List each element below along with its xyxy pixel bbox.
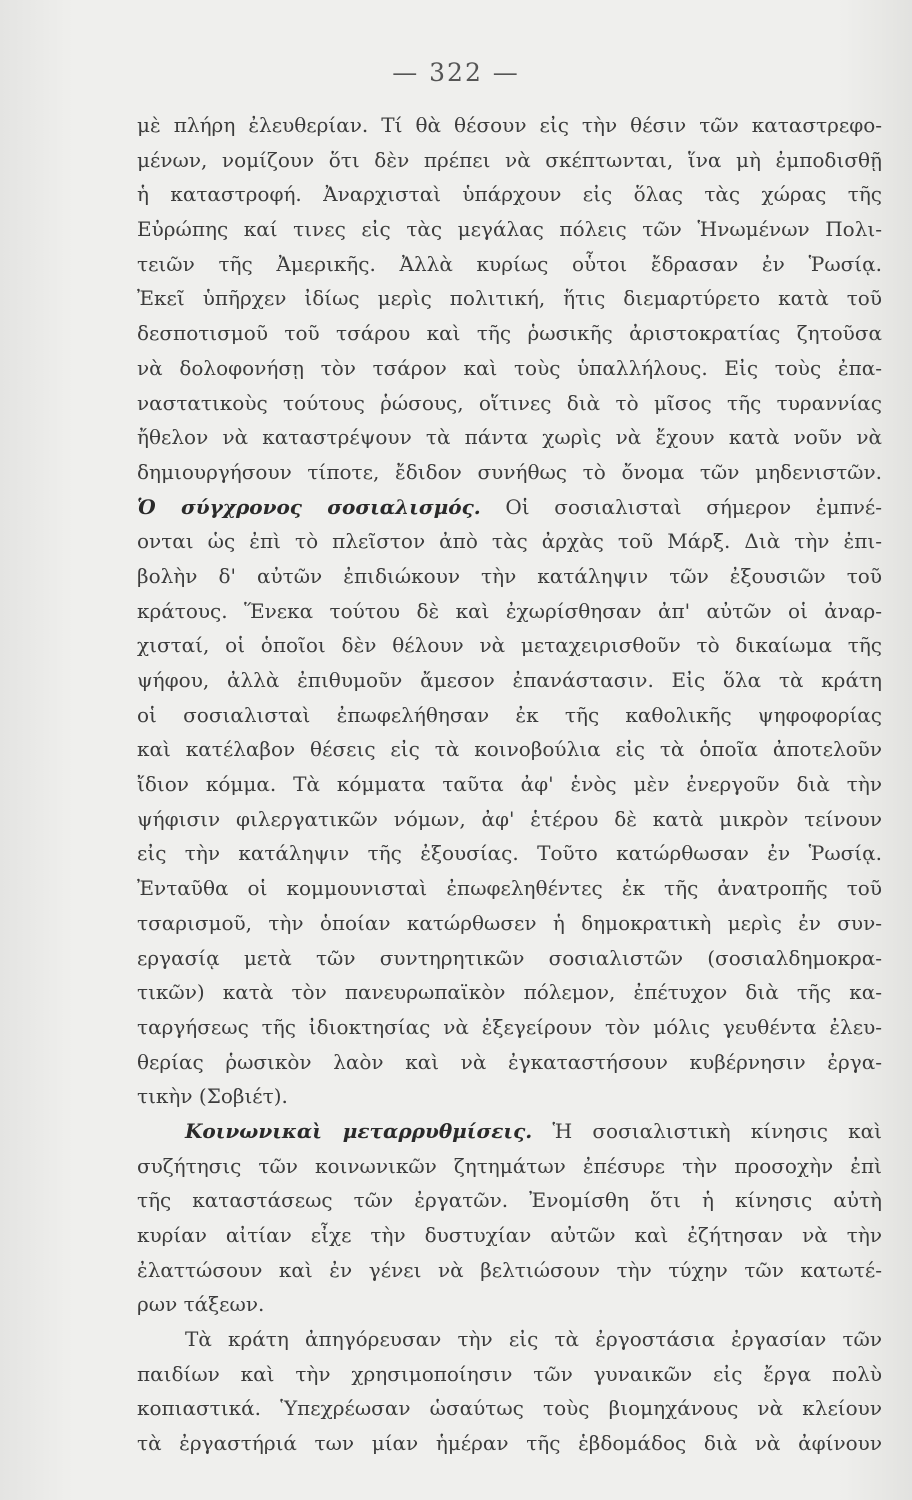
text-line — [137, 767, 882, 802]
line-text: ψήφου, ἀλλὰ ἐπιθυμοῦν ἄμεσον ἐπανάστασιν. Εἰς ὅλα τὰ κράτη — [137, 668, 882, 692]
line-text: ονται ὡς ἐπὶ τὸ πλεῖστον ἀπὸ τὰς ἀρχὰς τοῦ Μάρξ. Διὰ τὴν ἐπι- — [137, 529, 882, 554]
line-text: οἱ σοσιαλισταὶ ἐπωφελήθησαν ἐκ τῆς καθολικῆς ψηφοφορίας — [137, 702, 882, 727]
text-line — [137, 386, 882, 421]
text-line — [137, 941, 882, 976]
line-text: τειῶν τῆς Ἀμερικῆς. Ἀλλὰ κυρίως οὗτοι ἔδρασαν ἐν Ῥωσίᾳ. — [137, 251, 882, 276]
text-line — [137, 732, 882, 767]
text-line — [137, 1149, 882, 1184]
section-heading: Ὁ σύγχρονος σοσιαλισμός. — [137, 494, 481, 519]
text-line — [137, 1045, 882, 1080]
text-line — [137, 698, 882, 733]
text-line — [137, 420, 882, 455]
line-text: ἡ καταστροφή. Ἀναρχισταὶ ὑπάρχουν εἰς ὅλας τὰς χώρας τῆς — [137, 182, 882, 207]
text-line — [137, 802, 882, 837]
line-text: τὰ ἐργαστήριά των μίαν ἡμέραν τῆς ἑβδομάδος διὰ νὰ ἀφίνουν — [137, 1431, 882, 1456]
text-line — [137, 663, 882, 698]
text-line — [137, 455, 882, 490]
text-line — [137, 559, 882, 594]
text-line — [137, 177, 882, 212]
line-text: ρων τάξεων. — [137, 1292, 265, 1317]
text-line — [137, 108, 882, 143]
text-line — [137, 1391, 882, 1426]
page-number: — 322 — — [392, 58, 520, 87]
line-text: κράτους. Ἕνεκα τούτου δὲ καὶ ἐχωρίσθησαν ἀπ' αὐτῶν οἱ ἀναρ- — [137, 598, 882, 623]
text-line — [137, 594, 882, 629]
line-text: μὲ πλήρη ἐλευθερίαν. Τί θὰ θέσουν εἰς τὴν θέσιν τῶν καταστρεφο- — [137, 113, 882, 137]
line-text: Εὐρώπης καί τινες εἰς τὰς μεγάλας πόλεις τῶν Ἡνωμένων Πολι- — [137, 217, 882, 242]
line-text: κυρίαν αἰτίαν εἶχε τὴν δυστυχίαν αὐτῶν καὶ ἐζήτησαν νὰ τὴν — [137, 1223, 882, 1247]
line-text: Οἱ σοσιαλισταὶ σήμερον ἐμπνέ- — [480, 494, 882, 519]
line-text: ἴδιον κόμμα. Τὰ κόμματα ταῦτα ἀφ' ἑνὸς μὲν ἐνεργοῦν διὰ τὴν — [137, 772, 882, 797]
line-text: τικὴν (Σοβιέτ). — [137, 1084, 288, 1109]
line-text: καὶ κατέλαβον θέσεις εἰς τὰ κοινοβούλια εἰς τὰ ὁποῖα ἀποτελοῦν — [137, 737, 882, 762]
line-text: θερίας ῥωσικὸν λαὸν καὶ νὰ ἐγκαταστήσουν κυβέρνησιν ἐργα- — [137, 1049, 882, 1074]
text-line — [137, 281, 882, 316]
line-text: βολὴν δ' αὐτῶν ἐπιδιώκουν τὴν κατάληψιν τῶν ἐξουσιῶν τοῦ — [137, 563, 882, 588]
text-line — [137, 1183, 882, 1218]
text-line — [137, 1010, 882, 1045]
section-heading: Κοινωνικαὶ μεταρρυθμίσεις. — [185, 1118, 533, 1143]
text-line — [137, 1322, 882, 1357]
body-text — [137, 108, 882, 1461]
line-text: παιδίων καὶ τὴν χρησιμοποίησιν τῶν γυναικῶν εἰς ἔργα πολὺ — [137, 1361, 882, 1386]
line-text: χισταί, οἱ ὁποῖοι δὲν θέλουν νὰ μεταχειρισθοῦν τὸ δικαίωμα τῆς — [137, 633, 882, 658]
text-line — [137, 1357, 882, 1392]
text-line — [137, 871, 882, 906]
text-line — [137, 1114, 882, 1149]
line-text: εργασίᾳ μετὰ τῶν συντηρητικῶν σοσιαλιστῶν (σοσιαλδημοκρα- — [137, 945, 882, 970]
line-text: Ἐνταῦθα οἱ κομμουνισταὶ ἐπωφεληθέντες ἐκ τῆς ἀνατροπῆς τοῦ — [137, 876, 882, 901]
line-text: ἐλαττώσουν καὶ ἐν γένει νὰ βελτιώσουν τὴν τύχην τῶν κατωτέ- — [137, 1257, 882, 1282]
line-text: τικῶν) κατὰ τὸν πανευρωπαϊκὸν πόλεμον, ἐπέτυχον διὰ τῆς κα- — [137, 980, 882, 1005]
line-text: τσαρισμοῦ, τὴν ὁποίαν κατώρθωσεν ἡ δημοκρατικὴ μερὶς ἐν συν- — [137, 910, 882, 935]
text-line — [137, 1218, 882, 1253]
line-text: συζήτησις τῶν κοινωνικῶν ζητημάτων ἐπέσυρε τὴν προσοχὴν ἐπὶ — [137, 1153, 882, 1178]
text-line — [137, 1253, 882, 1288]
line-text: μένων, νομίζουν ὅτι δὲν πρέπει νὰ σκέπτωνται, ἵνα μὴ ἐμποδισθῇ — [137, 147, 882, 172]
text-line — [137, 524, 882, 559]
line-text: κοπιαστικά. Ὑπεχρέωσαν ὡσαύτως τοὺς βιομηχάνους νὰ κλείουν — [137, 1396, 882, 1421]
line-text: Ἐκεῖ ὑπῆρχεν ἰδίως μερὶς πολιτική, ἥτις διεμαρτύρετο κατὰ τοῦ — [137, 286, 882, 311]
text-line — [137, 316, 882, 351]
text-line — [137, 836, 882, 871]
text-line — [137, 247, 882, 282]
line-text: δεσποτισμοῦ τοῦ τσάρου καὶ τῆς ῥωσικῆς ἀριστοκρατίας ζητοῦσα — [137, 321, 882, 346]
text-line — [137, 143, 882, 178]
text-line — [137, 975, 882, 1010]
text-line — [137, 1079, 882, 1114]
line-text: νὰ δολοφονήσῃ τὸν τσάρον καὶ τοὺς ὑπαλλήλους. Εἰς τοὺς ἐπα- — [137, 355, 882, 380]
text-line — [137, 351, 882, 386]
text-line — [137, 490, 882, 525]
text-line — [137, 1287, 882, 1322]
line-text: ναστατικοὺς τούτους ῥώσους, οἵτινες διὰ τὸ μῖσος τῆς τυραννίας — [137, 390, 882, 415]
line-text: δημιουργήσουν τίποτε, ἔδιδον συνήθως τὸ ὄνομα τῶν μηδενιστῶν. — [137, 459, 882, 484]
line-text: ψήφισιν φιλεργατικῶν νόμων, ἀφ' ἑτέρου δὲ κατὰ μικρὸν τείνουν — [137, 806, 882, 831]
text-line — [137, 1426, 882, 1461]
line-text: εἰς τὴν κατάληψιν τῆς ἐξουσίας. Τοῦτο κατώρθωσαν ἐν Ῥωσίᾳ. — [137, 841, 882, 866]
line-text: Τὰ κράτη ἀπηγόρευσαν τὴν εἰς τὰ ἐργοστάσια ἐργασίαν τῶν — [185, 1327, 882, 1352]
line-text: Ἡ σοσιαλιστικὴ κίνησις καὶ — [532, 1118, 882, 1143]
line-text: ἤθελον νὰ καταστρέψουν τὰ πάντα χωρὶς νὰ ἔχουν κατὰ νοῦν νὰ — [137, 425, 882, 450]
line-text: ταργήσεως τῆς ἰδιοκτησίας νὰ ἐξεγείρουν τὸν μόλις γευθέντα ἐλευ- — [137, 1014, 882, 1039]
text-line — [137, 906, 882, 941]
line-text: τῆς καταστάσεως τῶν ἐργατῶν. Ἐνομίσθη ὅτι ἡ κίνησις αὐτὴ — [137, 1188, 882, 1213]
text-line — [137, 212, 882, 247]
text-line — [137, 628, 882, 663]
